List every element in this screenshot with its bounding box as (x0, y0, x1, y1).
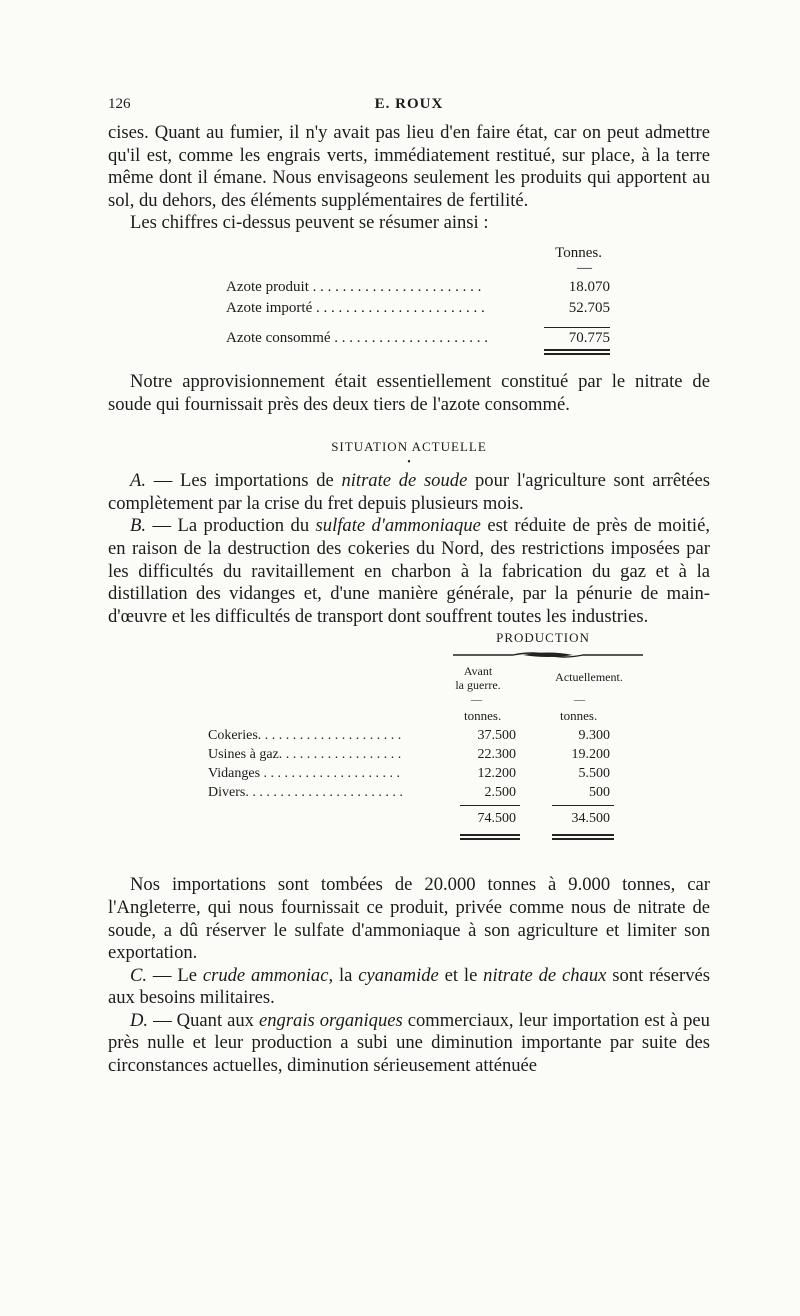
running-header (108, 96, 710, 122)
column-header-before: Avant la guerre. (455, 664, 501, 693)
row-now: 500 (589, 785, 610, 801)
summary-unit-dash: — (577, 259, 592, 276)
unit-before: tonnes. (464, 708, 502, 724)
column-header-now: Actuellement. (555, 670, 623, 685)
summary-row-label: Azote produit . . . . . . . . . . . . . . . . . . . . . . . (226, 278, 482, 295)
total-now: 34.500 (571, 811, 610, 827)
summary-row-value: 52.705 (568, 299, 610, 316)
row-label: Cokeries. . . . . . . . . . . . . . . . . . . . . (208, 728, 402, 744)
paragraph-b: B. — La production du sulfate d'ammoniaque est réduite de près de moitié, en raison de la destruction des cokeries du Nord, des restrictions imposées par les difficultés du ravitaillement en charbon à la fabrication du gaz et à la distillation des vidanges et, d'une manière générale, par la pénurie de main-d'œuvre et les difficultés de transport dont souffrent toutes les industries. (108, 515, 710, 627)
row-label: Divers. . . . . . . . . . . . . . . . . . . . . . . (208, 785, 403, 801)
paragraph-c: C. — Le crude ammoniac, la cyanamide et le nitrate de chaux sont réservés aux besoins militaires. (108, 964, 710, 1009)
term-nitrate-de-chaux: nitrate de chaux (483, 964, 607, 986)
summary-total-label: Azote consommé . . . . . . . . . . . . . . . . . . . . . (226, 329, 489, 346)
section-bullet: • (407, 457, 411, 469)
summary-row (226, 298, 610, 319)
para-a-letter: A. (130, 470, 147, 492)
paragraph-d: D. — Quant aux engrais organiques commerciaux, leur importation est à peu près nulle et leur production a subi une diminution importante par suite des circonstances actuelles, diminution sérieusement atténuée (108, 1009, 710, 1077)
page-number: 126 (108, 96, 131, 112)
summary-unit-header: Tonnes. (555, 244, 602, 261)
document-page (108, 96, 710, 1078)
term-sulfate-ammoniaque: sulfate d'ammoniaque (315, 515, 481, 537)
row-before: 22.300 (477, 747, 516, 763)
row-now: 19.200 (571, 747, 610, 763)
paragraph-summary-lead: Les chiffres ci-dessus peuvent se résumer ainsi : (130, 212, 489, 234)
running-title: E. ROUX (374, 96, 444, 112)
row-before: 2.500 (484, 785, 516, 801)
production-caption: PRODUCTION (496, 630, 590, 646)
para-d-letter: D. (130, 1009, 149, 1031)
summary-total-value: 70.775 (568, 329, 610, 346)
section-title: SITUATION ACTUELLE (331, 439, 487, 455)
paragraph-intro: cises. Quant au fumier, il n'y avait pas lieu d'en faire état, car on peut admettre qu'il est, comme les engrais verts, immédiatement restitué, sur place, à la terre même dont il émane. Nous envisageons seulement les produits qui apportent au sol, du dehors, des éléments supplémentaires de fertilité. (108, 122, 710, 211)
column-dash: — (574, 694, 585, 707)
summary-table (226, 243, 610, 355)
table-row (208, 784, 612, 802)
total-double-rule (460, 834, 520, 840)
term-nitrate-de-soude: nitrate de soude (341, 470, 468, 492)
production-table (108, 628, 710, 874)
table-row (208, 727, 612, 745)
term-crude-ammoniac: crude ammoniac (202, 964, 329, 986)
paragraph-a: A. — Les importations de nitrate de soude pour l'agriculture sont arrêtées complètement par la crise du fret depuis plusieurs mois. (108, 470, 710, 514)
para-c-letter: C. (130, 964, 148, 986)
row-now: 9.300 (578, 728, 610, 744)
term-engrais-organiques: engrais organiques (258, 1009, 403, 1031)
summary-row-label: Azote importé . . . . . . . . . . . . . . . . . . . . . . . (226, 299, 485, 316)
table-row (208, 765, 612, 783)
unit-now: tonnes. (560, 708, 598, 724)
row-before: 12.200 (477, 766, 516, 782)
total-before: 74.500 (477, 811, 516, 827)
summary-row (226, 277, 610, 298)
total-double-rule (552, 834, 614, 840)
row-label: Vidanges . . . . . . . . . . . . . . . . . . . . (208, 766, 401, 782)
summary-total-row (226, 328, 610, 349)
summary-row-value: 18.070 (568, 278, 610, 295)
table-row (208, 746, 612, 764)
total-rule (552, 805, 614, 806)
total-rule (460, 805, 520, 806)
paragraph-imports: Nos importations sont tombées de 20.000 tonnes à 9.000 tonnes, car l'Angleterre, qui nous fournissait ce produit, privée comme nous de nitrate de soude, a dû réserver le sulfate d'ammoniaque à son agriculture et limiter son exportation. (108, 874, 710, 964)
ornament-rule-icon (453, 650, 643, 660)
paragraph-supply: Notre approvisionnement était essentiellement constitué par le nitrate de soude qui fournissait près des deux tiers de l'azote consommé. (108, 370, 710, 415)
row-label: Usines à gaz. . . . . . . . . . . . . . . . . . (208, 747, 402, 763)
para-b-letter: B. (130, 515, 147, 537)
row-before: 37.500 (477, 728, 516, 744)
column-dash: — (471, 694, 482, 707)
row-now: 5.500 (578, 766, 610, 782)
term-cyanamide: cyanamide (358, 964, 439, 986)
